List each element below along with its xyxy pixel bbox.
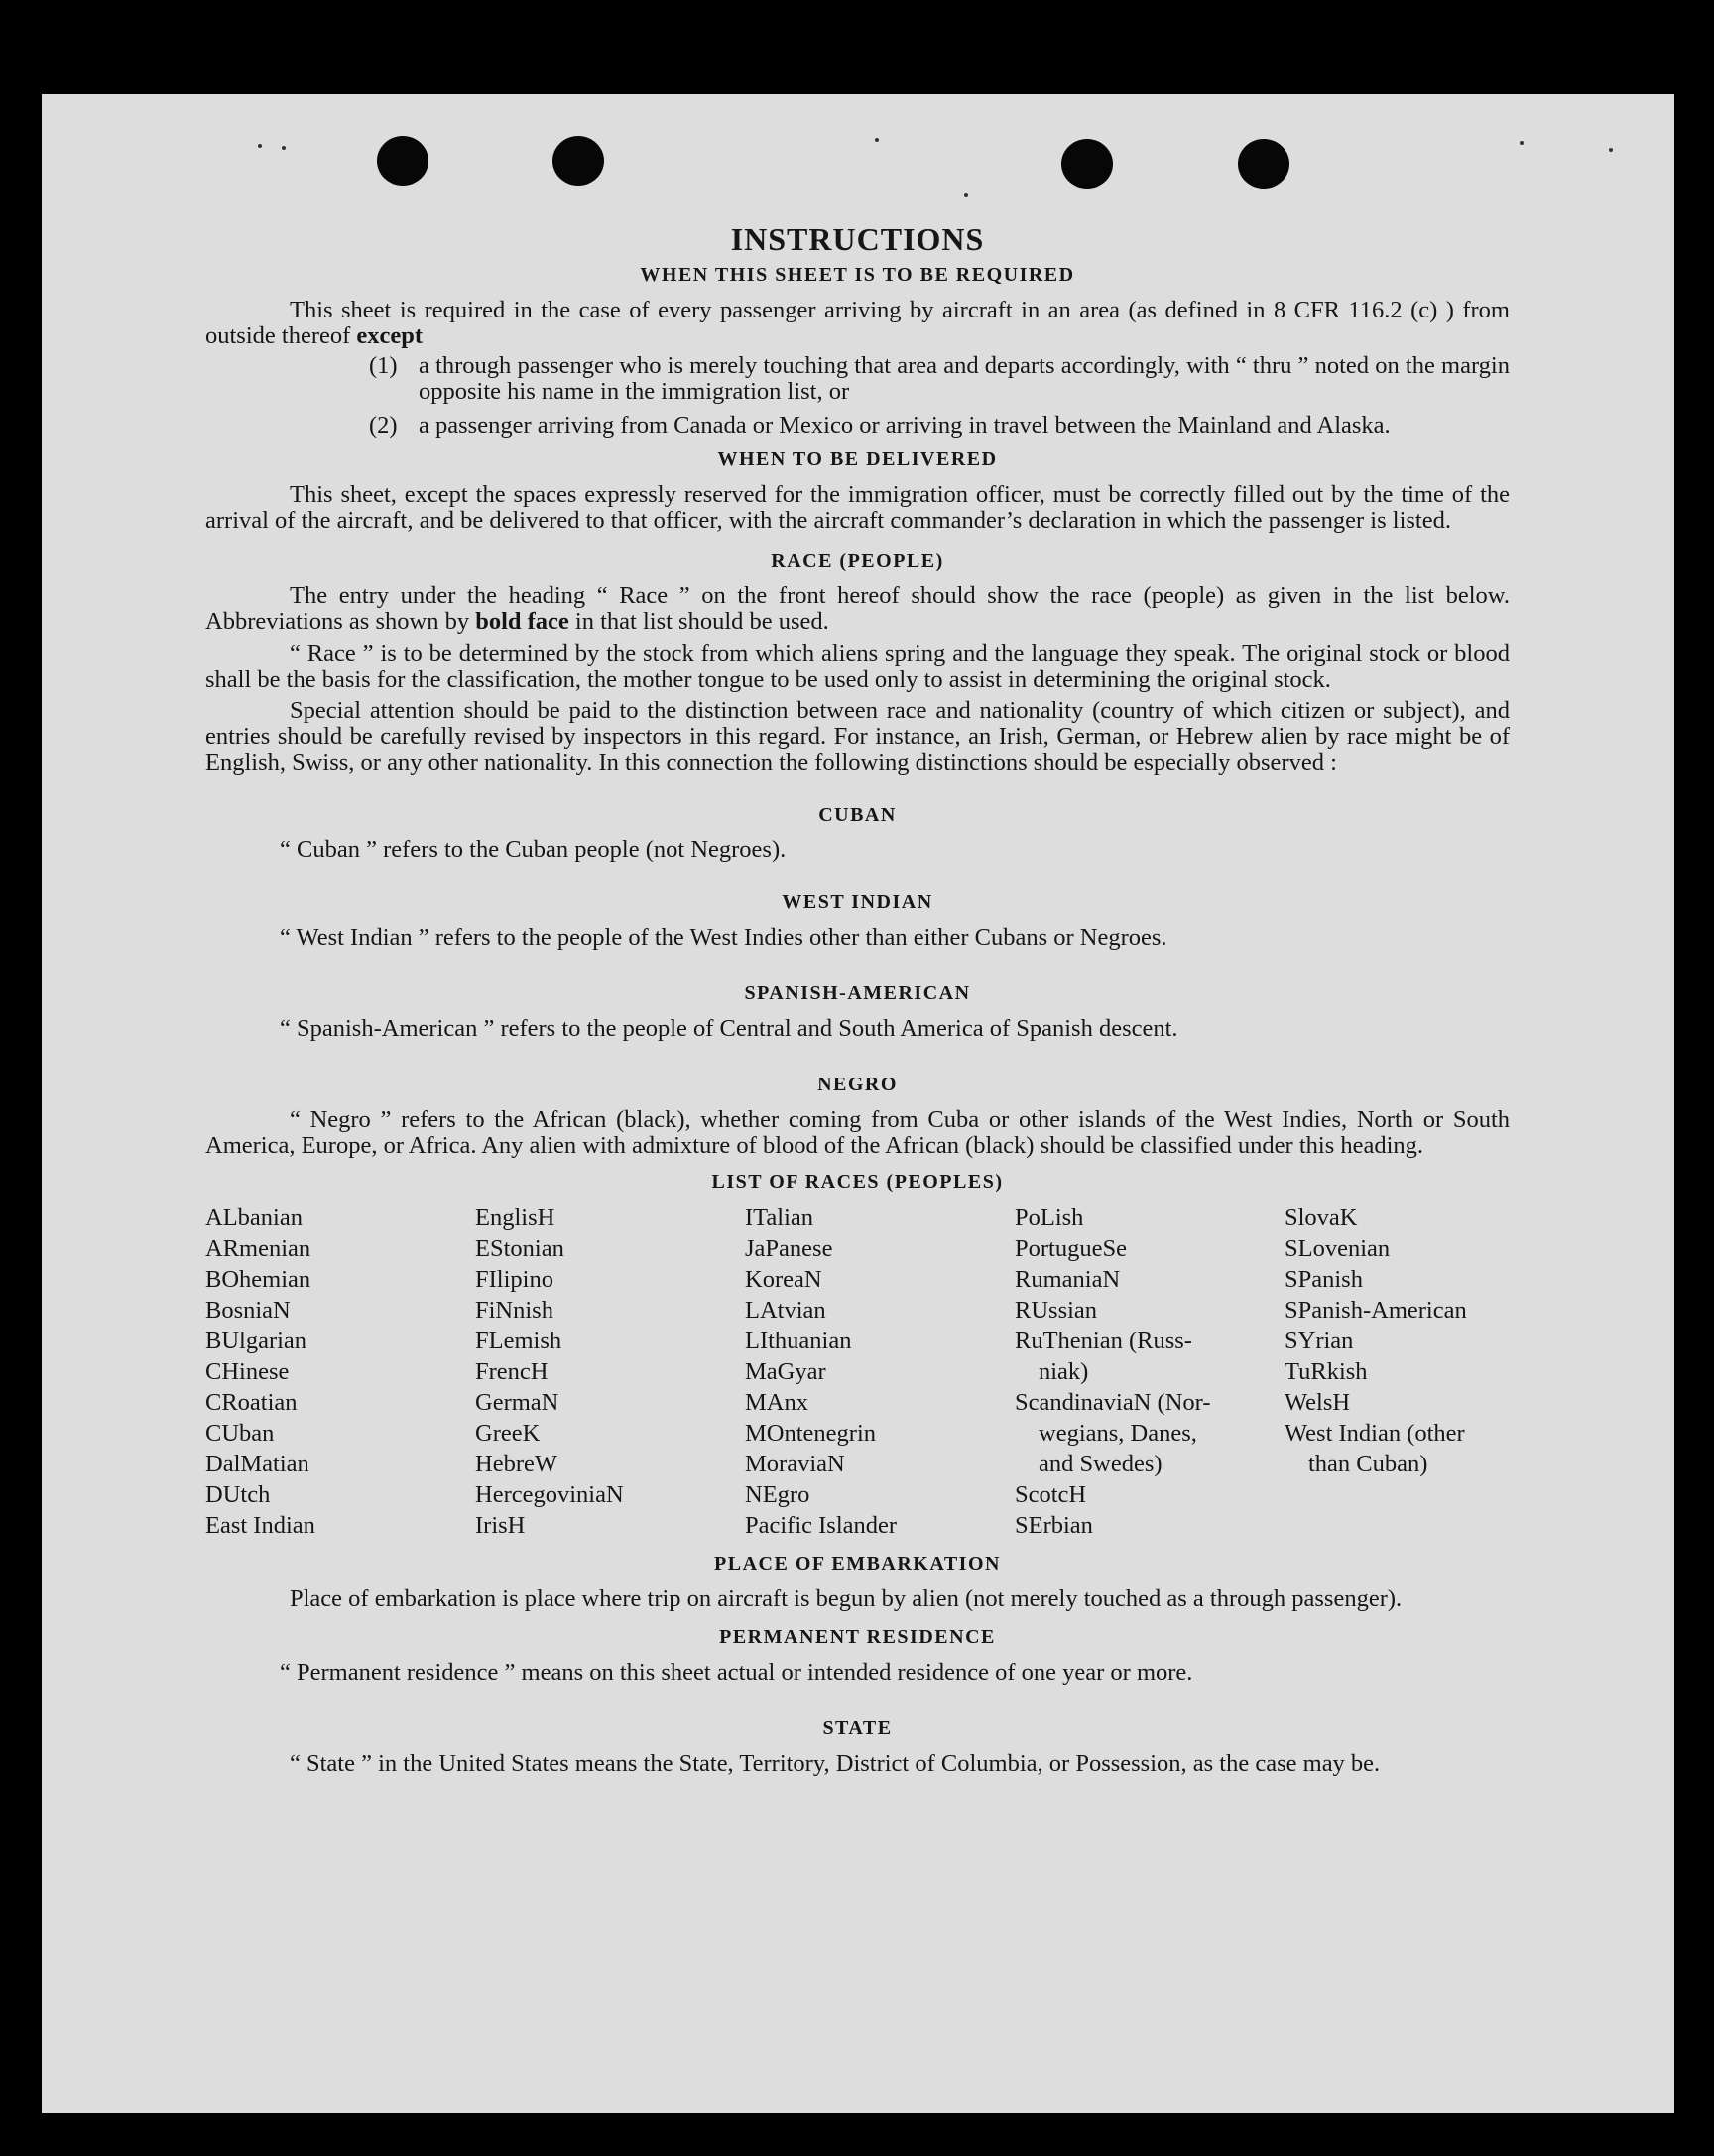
race-entry: SErbian xyxy=(1015,1512,1093,1539)
race-entry: PoLish xyxy=(1015,1205,1084,1231)
place-of-embarkation-text: Place of embarkation is place where trip on aircraft is begun by alien (not merely touched as a through passenger). xyxy=(290,1585,1403,1612)
race-entry: SPanish-American xyxy=(1285,1297,1467,1324)
section-heading-negro: NEGRO xyxy=(817,1074,898,1095)
speck xyxy=(258,144,262,148)
section-heading-permanent-residence: PERMANENT RESIDENCE xyxy=(719,1626,996,1648)
punch-hole xyxy=(1238,139,1289,189)
race-entry: Pacific Islander xyxy=(745,1512,898,1539)
race-entry: CHinese xyxy=(205,1358,290,1385)
race-entry: RumaniaN xyxy=(1015,1266,1121,1293)
race-entry: HebreW xyxy=(475,1451,557,1477)
race-entry: RuThenian (Russ- xyxy=(1015,1328,1192,1354)
cuban-text: “ Cuban ” refers to the Cuban people (not Negroes). xyxy=(280,836,787,863)
race-entry: ITalian xyxy=(745,1205,814,1231)
state-text: “ State ” in the United States means the State, Territory, District of Columbia, or Possession, as the case may be. xyxy=(290,1750,1381,1777)
race-entry: CRoatian xyxy=(205,1389,298,1416)
speck xyxy=(964,193,968,197)
race-paragraph-2: “ Race ” is to be determined by the stock from which aliens spring and the language they speak. The original stock or blood shall be the basis for the classification, the mother tongue to be used only to assist in determining the original stock. xyxy=(205,640,1510,693)
section-heading-west-indian: WEST INDIAN xyxy=(782,891,933,913)
exception-item: (2) a passenger arriving from Canada or Mexico or arriving in travel between the Mainland and Alaska. xyxy=(369,412,1391,439)
race-entry: KoreaN xyxy=(745,1266,822,1293)
section-heading-when-required: WHEN THIS SHEET IS TO BE REQUIRED xyxy=(640,264,1075,286)
speck xyxy=(1609,148,1613,152)
race-entry: SLovenian xyxy=(1285,1235,1391,1262)
race-entry: FIlipino xyxy=(475,1266,553,1293)
race-entry: EnglisH xyxy=(475,1205,555,1231)
race-paragraph-3: Special attention should be paid to the distinction between race and nationality (country of which citizen or subject), and entries should be carefully revised by inspectors in this regard. For instance, an Irish, German, or Hebrew alien by race might be of English, Swiss, or any other nationality. In this connection the following distinctions should be especially observed : xyxy=(205,698,1510,776)
race-entry: ARmenian xyxy=(205,1235,311,1262)
race-entry: GreeK xyxy=(475,1420,541,1447)
races-column xyxy=(745,1203,1015,1541)
race-entry: GermaN xyxy=(475,1389,559,1416)
speck xyxy=(875,138,879,142)
race-entry: WelsH xyxy=(1285,1389,1351,1416)
race-entry: LIthuanian xyxy=(745,1328,852,1354)
race-entry: IrisH xyxy=(475,1512,526,1539)
race-entry: and Swedes) xyxy=(1039,1451,1163,1477)
section-heading-state: STATE xyxy=(822,1717,893,1739)
race-entry: MoraviaN xyxy=(745,1451,845,1477)
race-entry: EStonian xyxy=(475,1235,564,1262)
race-entry: RUssian xyxy=(1015,1297,1098,1324)
exception-item: (1) a through passenger who is merely touching that area and departs accordingly, with “ thru ” noted on the margin opposite his name in the immigration list, or xyxy=(369,352,1510,405)
race-entry: MaGyar xyxy=(745,1358,826,1385)
race-entry: East Indian xyxy=(205,1512,315,1539)
race-entry: SPanish xyxy=(1285,1266,1363,1293)
section-heading-race: RACE (PEOPLE) xyxy=(771,550,944,571)
document-content xyxy=(205,221,1510,1777)
races-column xyxy=(205,1203,475,1541)
race-entry: TuRkish xyxy=(1285,1358,1368,1385)
punch-hole xyxy=(552,136,604,186)
when-required-intro: This sheet is required in the case of every passenger arriving by aircraft in an area (as defined in 8 CFR 116.2 (c) ) from outside thereof except xyxy=(205,297,1510,349)
races-column xyxy=(1285,1203,1513,1541)
speck xyxy=(282,146,286,150)
spanish-american-text: “ Spanish-American ” refers to the people of Central and South America of Spanish descent. xyxy=(280,1015,1178,1042)
section-heading-list-of-races: LIST OF RACES (PEOPLES) xyxy=(711,1171,1004,1193)
race-entry: MOntenegrin xyxy=(745,1420,876,1447)
when-delivered-text: This sheet, except the spaces expressly reserved for the immigration officer, must be correctly filled out by the time of the arrival of the aircraft, and be delivered to that officer, with the aircraft commander’s declaration in which the passenger is listed. xyxy=(205,481,1510,534)
races-list xyxy=(205,1203,1510,1541)
race-entry: LAtvian xyxy=(745,1297,826,1324)
race-entry: DUtch xyxy=(205,1481,271,1508)
race-entry: MAnx xyxy=(745,1389,808,1416)
races-column xyxy=(1015,1203,1285,1541)
west-indian-text: “ West Indian ” refers to the people of the West Indies other than either Cubans or Negroes. xyxy=(280,924,1167,951)
race-paragraph-1: The entry under the heading “ Race ” on the front hereof should show the race (people) as given in the list below. Abbreviations as shown by bold face in that list should be used. xyxy=(205,582,1510,635)
race-entry: FrencH xyxy=(475,1358,549,1385)
race-entry: PortugueSe xyxy=(1015,1235,1127,1262)
race-entry: BOhemian xyxy=(205,1266,311,1293)
page-title: INSTRUCTIONS xyxy=(730,221,985,257)
speck xyxy=(1520,141,1524,145)
section-heading-place-of-embarkation: PLACE OF EMBARKATION xyxy=(714,1553,1001,1575)
race-entry: West Indian (other xyxy=(1285,1420,1465,1447)
races-column xyxy=(475,1203,745,1541)
race-entry: wegians, Danes, xyxy=(1039,1420,1197,1447)
permanent-residence-text: “ Permanent residence ” means on this sheet actual or intended residence of one year or more. xyxy=(280,1659,1193,1686)
negro-text: “ Negro ” refers to the African (black), whether coming from Cuba or other islands of the West Indies, North or South America, Europe, or Africa. Any alien with admixture of blood of the African (black) should be classified under this heading. xyxy=(205,1106,1510,1159)
punch-hole xyxy=(377,136,428,186)
race-entry: ScotcH xyxy=(1015,1481,1087,1508)
race-entry: ALbanian xyxy=(205,1205,303,1231)
race-entry: than Cuban) xyxy=(1308,1451,1428,1477)
punch-hole xyxy=(1061,139,1113,189)
race-entry: FLemish xyxy=(475,1328,562,1354)
race-entry: CUban xyxy=(205,1420,275,1447)
race-entry: HercegoviniaN xyxy=(475,1481,624,1508)
race-entry: BosniaN xyxy=(205,1297,291,1324)
race-entry: DalMatian xyxy=(205,1451,309,1477)
section-heading-when-delivered: WHEN TO BE DELIVERED xyxy=(717,448,998,470)
race-entry: FiNnish xyxy=(475,1297,553,1324)
race-entry: ScandinaviaN (Nor- xyxy=(1015,1389,1211,1416)
section-heading-cuban: CUBAN xyxy=(818,804,897,825)
race-entry: SlovaK xyxy=(1285,1205,1358,1231)
race-entry: SYrian xyxy=(1285,1328,1354,1354)
race-entry: BUlgarian xyxy=(205,1328,307,1354)
race-entry: NEgro xyxy=(745,1481,810,1508)
section-heading-spanish-american: SPANISH-AMERICAN xyxy=(744,982,971,1004)
race-entry: niak) xyxy=(1039,1358,1089,1385)
race-entry: JaPanese xyxy=(745,1235,833,1262)
